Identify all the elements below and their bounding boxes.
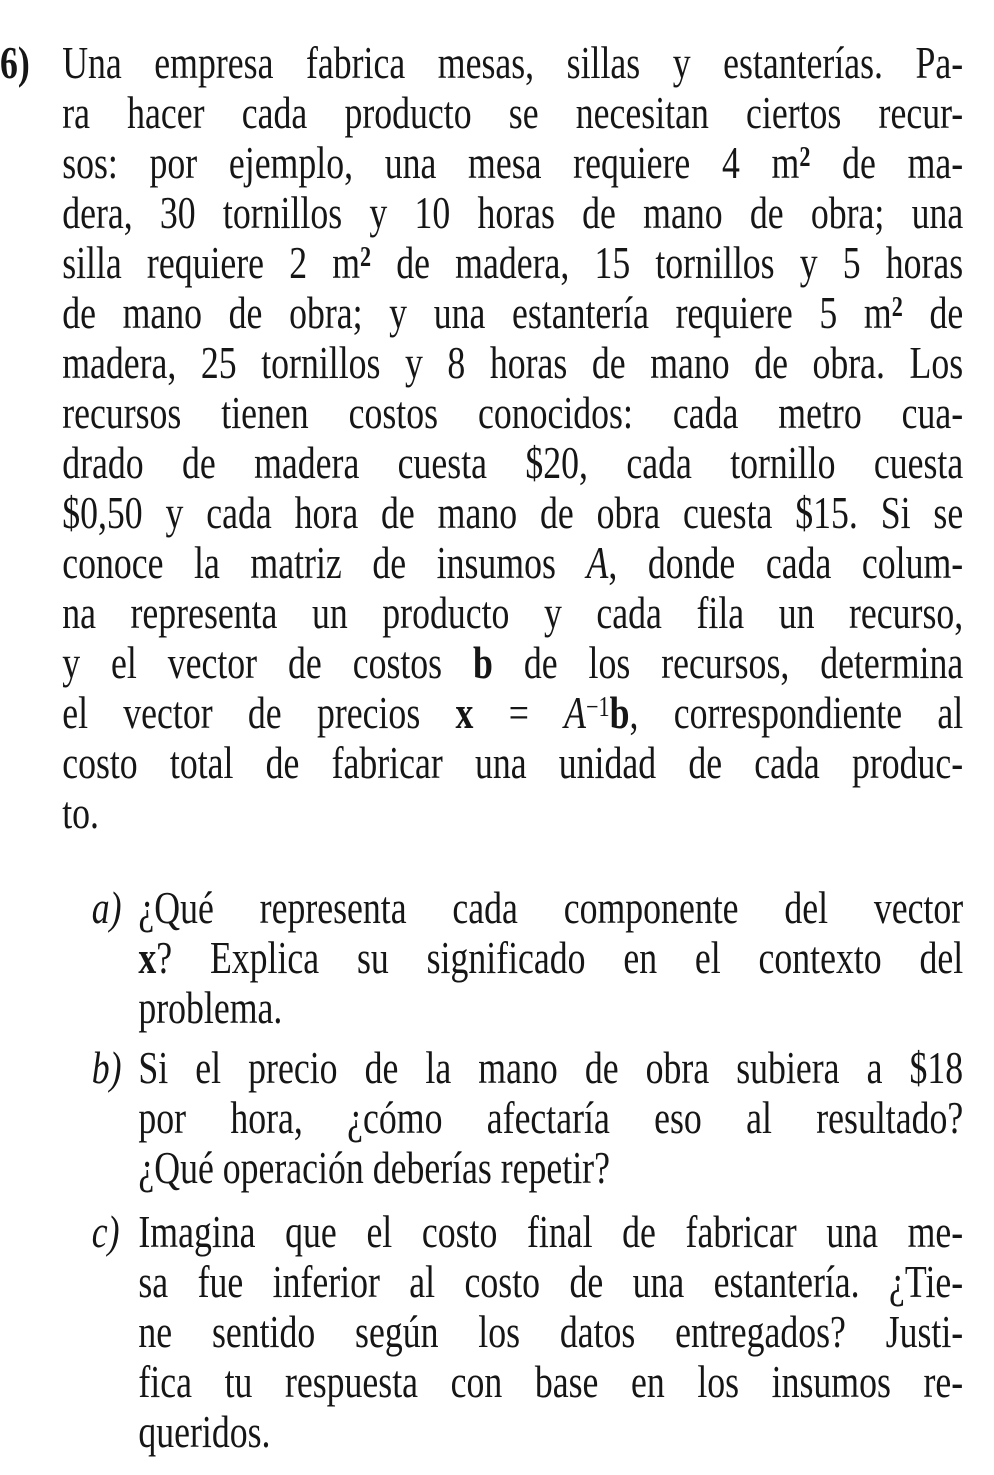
subitem-a-label: a) [91, 882, 122, 933]
math-run: b [473, 638, 493, 688]
text-line [62, 388, 963, 438]
text-run: ne sentido según los datos entregados? Justi- [138, 1307, 964, 1357]
text-line [62, 88, 963, 138]
text-run: recursos tienen costos conocidos: cada metro cua- [62, 388, 964, 438]
text-run: de ma- [810, 138, 964, 188]
text-line [138, 1093, 963, 1143]
text-line [138, 1257, 963, 1307]
math-run: 2 [360, 242, 372, 274]
text-line [62, 538, 963, 588]
text-line [62, 288, 963, 338]
text-line [138, 1307, 963, 1357]
text-line [62, 588, 963, 638]
text-run: drado de madera cuesta $20, cada tornillo cuesta [62, 438, 964, 488]
text-run: de mano de obra; y una estantería requiere 5 m [62, 288, 892, 338]
text-run: = [473, 688, 565, 738]
text-run: $0,50 y cada hora de mano de obra cuesta $15. Si se [62, 488, 964, 538]
math-run: A [586, 538, 609, 588]
math-run: x [138, 933, 157, 983]
math-run: −1 [586, 692, 610, 724]
text-run: sos: por ejemplo, una mesa requiere 4 m [62, 138, 800, 188]
text-run: de los recursos, determina [492, 638, 964, 688]
text-line [138, 1207, 963, 1257]
math-run: A [564, 688, 587, 738]
text-line [62, 438, 963, 488]
text-run: y el vector de costos [62, 638, 474, 688]
subitem-b-label: b) [91, 1042, 122, 1093]
text-run: costo total de fabricar una unidad de cada produc- [62, 738, 964, 788]
text-run: de [902, 288, 964, 338]
math-run: 2 [799, 142, 811, 174]
text-run: queridos. [138, 1407, 271, 1457]
text-run: conoce la matriz de insumos [62, 538, 587, 588]
text-line [62, 238, 963, 288]
subitem-a-text [138, 883, 963, 1033]
text-run: , donde cada colum- [608, 538, 964, 588]
text-line [138, 1407, 963, 1457]
text-line [62, 738, 963, 788]
text-line [62, 488, 963, 538]
math-run: x [455, 688, 474, 738]
subitem-b-text [138, 1043, 963, 1193]
text-run: ? Explica su significado en el contexto del [156, 933, 964, 983]
text-run: silla requiere 2 m [62, 238, 361, 288]
text-line [138, 1143, 963, 1193]
problem-statement [62, 38, 963, 838]
text-run: madera, 25 tornillos y 8 horas de mano de obra. Los [62, 338, 964, 388]
text-run: de madera, 15 tornillos y 5 horas [371, 238, 964, 288]
text-run: por hora, ¿cómo afectaría eso al resultado? [138, 1093, 964, 1143]
text-run: ¿Qué representa cada componente del vector [138, 883, 964, 933]
text-line [138, 983, 963, 1033]
text-run: problema. [138, 983, 283, 1033]
text-line [138, 883, 963, 933]
subitem-c-text [138, 1207, 963, 1457]
text-run: dera, 30 tornillos y 10 horas de mano de obra; una [62, 188, 964, 238]
text-line [62, 38, 963, 88]
text-run: Si el precio de la mano de obra subiera a $18 [138, 1043, 964, 1093]
text-run: ¿Qué operación deberías repetir? [138, 1143, 610, 1193]
text-line [138, 1357, 963, 1407]
text-line [62, 688, 963, 738]
text-run: , correspondiente al [629, 688, 964, 738]
text-line [62, 338, 963, 388]
text-line [138, 933, 963, 983]
math-run: b [609, 688, 630, 738]
text-line [62, 638, 963, 688]
problem-number: 6) [0, 37, 30, 88]
text-line [62, 138, 963, 188]
text-run: to. [62, 788, 99, 838]
text-line [138, 1043, 963, 1093]
math-run: 2 [891, 292, 903, 324]
text-run: fica tu respuesta con base en los insumos re- [138, 1357, 964, 1407]
text-run: el vector de precios [62, 688, 456, 738]
text-run: sa fue inferior al costo de una estantería. ¿Tie- [138, 1257, 964, 1307]
subitem-c-label: c) [91, 1206, 120, 1257]
text-run: na representa un producto y cada fila un recurso, [62, 588, 964, 638]
text-run: Una empresa fabrica mesas, sillas y estanterías. Pa- [62, 38, 964, 88]
text-run: Imagina que el costo final de fabricar una me- [138, 1207, 964, 1257]
text-line [62, 188, 963, 238]
text-run: ra hacer cada producto se necesitan ciertos recur- [62, 88, 964, 138]
text-line [62, 788, 963, 838]
